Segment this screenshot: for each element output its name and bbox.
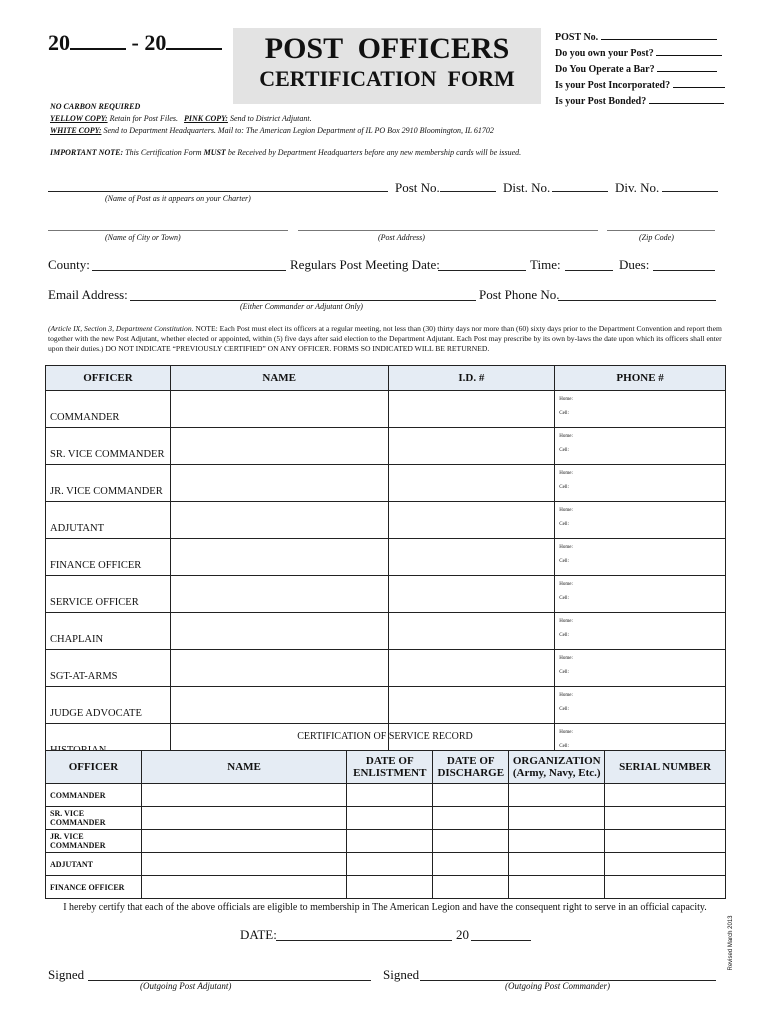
cell-phone-label: Cell: — [559, 448, 569, 453]
officer-title: FINANCE OFFICER — [46, 539, 171, 576]
post-phone-label: Post Phone No. — [479, 287, 560, 302]
email-field[interactable] — [130, 300, 476, 301]
home-phone-label: Home: — [559, 508, 573, 513]
officer-title: JR. VICE COMMANDER — [46, 465, 171, 502]
service-record-table — [45, 750, 726, 899]
officer-title: CHAPLAIN — [46, 613, 171, 650]
service-input-cell[interactable] — [347, 807, 433, 830]
officer-title: ADJUTANT — [46, 502, 171, 539]
officer-name-cell[interactable] — [170, 391, 388, 428]
pink-copy-text: Send to District Adjutant. — [227, 114, 312, 123]
commander-signed-label: Signed — [383, 967, 420, 982]
officer-phone-cell[interactable] — [555, 650, 726, 687]
service-row — [46, 853, 726, 876]
officer-phone-cell[interactable] — [555, 465, 726, 502]
cell-phone-label: Cell: — [559, 670, 569, 675]
cell-phone-label: Cell: — [559, 411, 569, 416]
service-row — [46, 830, 726, 853]
question-incorporated[interactable]: Is your Post Incorporated? — [555, 78, 725, 94]
service-input-cell[interactable] — [347, 876, 433, 899]
time-label: Time: — [530, 257, 561, 272]
officer-title: SERVICE OFFICER — [46, 576, 171, 613]
question-bonded[interactable]: Is your Post Bonded? — [555, 94, 725, 110]
question-operate-bar[interactable]: Do You Operate a Bar? — [555, 62, 725, 78]
officer-name-cell[interactable] — [170, 687, 388, 724]
service-input-cell[interactable] — [347, 784, 433, 807]
officer-title: SGT-AT-ARMS — [46, 650, 171, 687]
cell-phone-label: Cell: — [559, 633, 569, 638]
officer-phone-cell[interactable] — [555, 391, 726, 428]
cell-phone-label: Cell: — [559, 596, 569, 601]
officer-header: OFFICER — [46, 366, 171, 391]
officer-row — [46, 502, 726, 539]
address-field[interactable] — [298, 230, 598, 231]
county-field[interactable] — [92, 270, 286, 271]
date-year-field[interactable] — [471, 940, 531, 941]
officer-row — [46, 465, 726, 502]
cell-phone-label: Cell: — [559, 707, 569, 712]
time-field[interactable] — [565, 270, 613, 271]
service-name-header: NAME — [141, 751, 346, 784]
officer-id-cell[interactable] — [388, 428, 555, 465]
question-own-post[interactable]: Do you own your Post? — [555, 46, 725, 62]
service-input-cell[interactable] — [141, 784, 346, 807]
post-name-field[interactable] — [48, 191, 388, 192]
city-hint: (Name of City or Town) — [105, 233, 181, 242]
meeting-field[interactable] — [438, 270, 526, 271]
id-header: I.D. # — [388, 366, 555, 391]
cell-phone-label: Cell: — [559, 559, 569, 564]
service-input-cell[interactable] — [347, 853, 433, 876]
div-no-label: Div. No. — [615, 180, 660, 195]
officer-name-cell[interactable] — [170, 428, 388, 465]
officer-row — [46, 613, 726, 650]
zip-hint: (Zip Code) — [639, 233, 674, 242]
service-input-cell[interactable] — [509, 807, 605, 830]
service-input-cell[interactable] — [605, 876, 726, 899]
home-phone-label: Home: — [559, 545, 573, 550]
service-row — [46, 876, 726, 899]
home-phone-label: Home: — [559, 693, 573, 698]
important-note: IMPORTANT NOTE: This Certification Form MUST be Received by Department Headquarters before any new membership cards will be issued. — [50, 148, 522, 157]
officer-id-cell[interactable] — [388, 613, 555, 650]
copy-instructions — [50, 113, 494, 137]
officer-row — [46, 428, 726, 465]
officer-table — [45, 365, 726, 761]
service-record-title: CERTIFICATION OF SERVICE RECORD — [297, 731, 473, 742]
dist-no-label: Dist. No. — [503, 180, 551, 195]
service-officer-title: SR. VICE COMMANDER — [46, 807, 142, 830]
yellow-copy-label: YELLOW COPY: — [50, 114, 108, 123]
officer-phone-cell[interactable] — [555, 613, 726, 650]
form-title: POST OFFICERS — [264, 32, 510, 65]
officer-row — [46, 391, 726, 428]
post-questions — [555, 30, 725, 110]
officer-id-cell[interactable] — [388, 502, 555, 539]
home-phone-label: Home: — [559, 434, 573, 439]
white-copy-label: WHITE COPY: — [50, 126, 102, 135]
enlistment-header: DATE OF ENLISTMENT — [347, 751, 433, 784]
officer-id-cell[interactable] — [388, 391, 555, 428]
home-phone-label: Home: — [559, 397, 573, 402]
officer-name-cell[interactable] — [170, 465, 388, 502]
meeting-label: Regulars Post Meeting Date: — [290, 257, 440, 272]
date-field[interactable] — [276, 940, 452, 941]
question-post-no[interactable]: POST No. — [555, 30, 725, 46]
discharge-header: DATE OF DISCHARGE — [433, 751, 509, 784]
service-input-cell[interactable] — [433, 853, 509, 876]
service-officer-title: JR. VICE COMMANDER — [46, 830, 142, 853]
revised-date: Revised March 2013 — [728, 915, 734, 971]
home-phone-label: Home: — [559, 582, 573, 587]
no-carbon-note: NO CARBON REQUIRED — [50, 102, 141, 111]
div-no-field[interactable] — [662, 191, 718, 192]
outgoing-commander-hint: (Outgoing Post Commander) — [505, 981, 610, 991]
date-label: DATE: — [240, 927, 277, 942]
city-field[interactable] — [48, 230, 288, 231]
notice-article: (Article IX, Section 3, Department Constitution. — [48, 324, 194, 333]
officer-row — [46, 539, 726, 576]
certification-statement: I hereby certify that each of the above officials are eligible to membership in The American Legion and have the consequent right to serve in an official capacity. — [63, 902, 707, 913]
pink-copy-label: PINK COPY: — [184, 114, 228, 123]
year-separator: - 20 — [131, 30, 167, 55]
email-label: Email Address: — [48, 287, 128, 302]
adjutant-signed-label: Signed — [48, 967, 85, 982]
service-input-cell[interactable] — [141, 830, 346, 853]
year-prefix: 20 — [48, 30, 70, 55]
post-no-field[interactable] — [440, 191, 496, 192]
white-copy-text: Send to Department Headquarters. Mail to: The American Legion Department of IL PO Box 2910 Bloomington, IL 61702 — [101, 126, 494, 135]
form-title-box — [233, 28, 541, 104]
service-input-cell[interactable] — [141, 876, 346, 899]
service-input-cell[interactable] — [605, 807, 726, 830]
officer-phone-cell[interactable] — [555, 428, 726, 465]
officer-id-cell[interactable] — [388, 465, 555, 502]
officer-id-cell[interactable] — [388, 576, 555, 613]
county-label: County: — [48, 257, 90, 272]
service-row — [46, 784, 726, 807]
dues-label: Dues: — [619, 257, 650, 272]
service-input-cell[interactable] — [433, 876, 509, 899]
dist-no-field[interactable] — [552, 191, 608, 192]
name-header: NAME — [170, 366, 388, 391]
service-officer-header: OFFICER — [46, 751, 142, 784]
officer-row — [46, 687, 726, 724]
officer-row — [46, 650, 726, 687]
officer-name-cell[interactable] — [170, 502, 388, 539]
officer-name-cell[interactable] — [170, 613, 388, 650]
home-phone-label: Home: — [559, 619, 573, 624]
dues-field[interactable] — [653, 270, 715, 271]
year-range — [48, 30, 222, 56]
yellow-copy-text: Retain for Post Files. — [107, 114, 178, 123]
service-input-cell[interactable] — [141, 807, 346, 830]
zip-field[interactable] — [607, 230, 715, 231]
post-no-label: Post No. — [395, 180, 440, 195]
service-input-cell[interactable] — [509, 876, 605, 899]
home-phone-label: Home: — [559, 656, 573, 661]
home-phone-label: Home: — [559, 471, 573, 476]
date-year-label: 20 — [456, 927, 469, 942]
cell-phone-label: Cell: — [559, 522, 569, 527]
email-hint: (Either Commander or Adjutant Only) — [240, 302, 363, 311]
service-input-cell[interactable] — [509, 784, 605, 807]
service-input-cell[interactable] — [347, 830, 433, 853]
officer-row — [46, 576, 726, 613]
form-subtitle: CERTIFICATION FORM — [259, 66, 515, 91]
cell-phone-label: Cell: — [559, 744, 569, 749]
officer-title: COMMANDER — [46, 391, 171, 428]
service-input-cell[interactable] — [433, 830, 509, 853]
phone-header: PHONE # — [555, 366, 726, 391]
organization-header: ORGANIZATION (Army, Navy, Etc.) — [509, 751, 605, 784]
service-officer-title: COMMANDER — [46, 784, 142, 807]
service-input-cell[interactable] — [433, 807, 509, 830]
officer-phone-cell[interactable] — [555, 502, 726, 539]
service-input-cell[interactable] — [433, 784, 509, 807]
service-row — [46, 807, 726, 830]
officer-id-cell[interactable] — [388, 650, 555, 687]
serial-number-header: SERIAL NUMBER — [605, 751, 726, 784]
service-officer-title: FINANCE OFFICER — [46, 876, 142, 899]
service-input-cell[interactable] — [141, 853, 346, 876]
outgoing-adjutant-hint: (Outgoing Post Adjutant) — [140, 981, 232, 991]
officer-title: SR. VICE COMMANDER — [46, 428, 171, 465]
notice-body: NOTE: Each Post must elect its officers at a regular meeting, not less than (30) thirty days nor more than (60) sixty days prior to the Department Convention and report them together with the new Post Adjutant, whether elected or appointed, within (5) five days after said election to the Department Adjutant. Each Post may prescribe by its own by-laws the date upon which its officers shall enter upon their duties.) DO NOT INDICATE “PREVIOUSLY CERTIFIED” ON ANY OFFICER. FORMS SO INDICATED WILL BE RETURNED. — [48, 324, 722, 353]
officer-id-cell[interactable] — [388, 687, 555, 724]
address-hint: (Post Address) — [378, 233, 425, 242]
officer-phone-cell[interactable] — [555, 687, 726, 724]
officer-phone-cell[interactable] — [555, 576, 726, 613]
service-input-cell[interactable] — [605, 853, 726, 876]
officer-id-cell[interactable] — [388, 539, 555, 576]
service-input-cell[interactable] — [509, 830, 605, 853]
officer-title: JUDGE ADVOCATE — [46, 687, 171, 724]
service-input-cell[interactable] — [509, 853, 605, 876]
cell-phone-label: Cell: — [559, 485, 569, 490]
service-input-cell[interactable] — [605, 830, 726, 853]
service-officer-title: ADJUTANT — [46, 853, 142, 876]
home-phone-label: Home: — [559, 730, 573, 735]
officer-name-cell[interactable] — [170, 539, 388, 576]
officer-name-cell[interactable] — [170, 650, 388, 687]
constitution-notice — [48, 324, 724, 354]
officer-name-cell[interactable] — [170, 576, 388, 613]
officer-phone-cell[interactable] — [555, 539, 726, 576]
post-name-hint: (Name of Post as it appears on your Charter) — [105, 194, 251, 203]
service-input-cell[interactable] — [605, 784, 726, 807]
post-phone-field[interactable] — [558, 300, 716, 301]
